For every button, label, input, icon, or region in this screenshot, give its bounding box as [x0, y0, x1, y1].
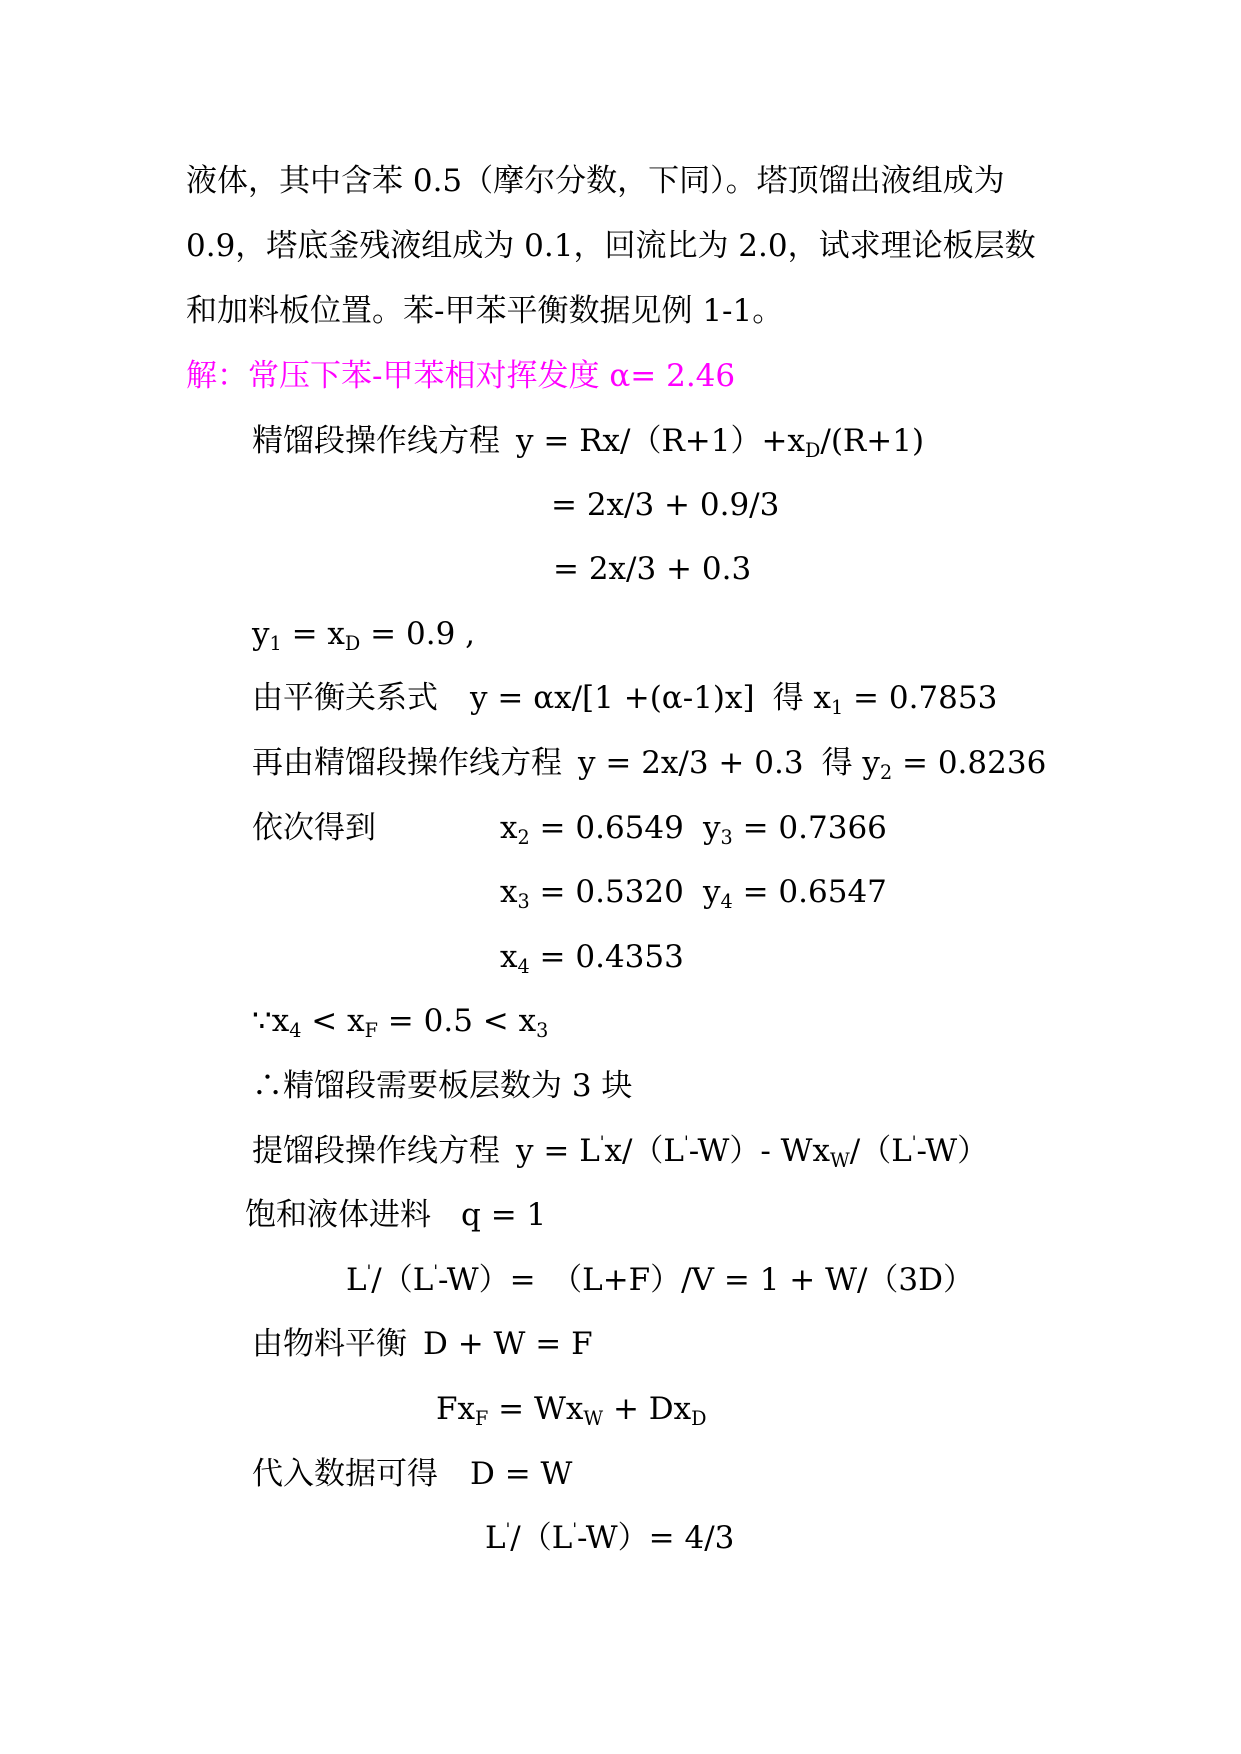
balance-line-2: $Fx_F = Wx_W + Dx_D$ [436, 1391, 707, 1431]
feed-line: 饱和液体进料 q = 1 [245, 1197, 547, 1233]
stripping-operating-line: 提馏段操作线方程 y = L'x/（L'-W）- $Wx_W/(L'-W)$ [252, 1133, 989, 1173]
rectifying-step-3: = 2x/3 + 0.3 [553, 551, 752, 587]
sequence-label: 依次得到 [252, 810, 376, 846]
therefore-line: ∴精馏段需要板层数为 3 块 [252, 1068, 633, 1104]
sequence-y3: $y_3 = 0.7366$ [703, 810, 887, 850]
again-rectifying-line: 再由精馏段操作线方程 y = 2x/3 + 0.3 得 $y_2 = 0.8236$ [252, 745, 1047, 785]
sequence-y4: $y_4 = 0.6547$ [703, 874, 887, 914]
sequence-x3: $x_3 = 0.5320$ [500, 874, 684, 914]
rectifying-operating-line [252, 423, 925, 463]
problem-line-3: 和加料板位置。苯-甲苯平衡数据见例 1-1。 [186, 293, 784, 329]
final-ratio-line: L'/（L'-W）= 4/3 [485, 1520, 735, 1556]
sequence-x2: $x_2 = 0.6549$ [500, 810, 684, 850]
rectifying-step-2: = 2x/3 + 0.9/3 [551, 487, 780, 523]
equilibrium-line: 由平衡关系式 y = αx/[1 +(α-1)x] 得 $x_1 = 0.7853$ [252, 680, 998, 720]
y1-equation: $y_1 = x_D = 0.9$ , [252, 616, 476, 656]
problem-line-1: 液体，其中含苯 0.5（摩尔分数，下同）。塔顶馏出液组成为 [186, 163, 1005, 199]
sequence-x4: $x_4 = 0.4353$ [500, 939, 684, 979]
balance-line: 由物料平衡 D + W = F [252, 1326, 593, 1362]
problem-line-2: 0.9，塔底釜残液组成为 0.1，回流比为 2.0，试求理论板层数 [186, 228, 1036, 264]
rectifying-equation: $y = Rx/(R+1)+x_D/(R+1)$ [516, 423, 925, 463]
ratio-line: L'/（L'-W）= （L+F）/V = 1 + W/（3D） [346, 1262, 974, 1298]
rectifying-label: 精馏段操作线方程 [252, 423, 500, 459]
solution-intro: 解：常压下苯-甲苯相对挥发度 α= 2.46 [186, 358, 736, 394]
because-line: $\because x_4 < x_F = 0.5 < x_3$ [252, 1003, 549, 1043]
substitution-line: 代入数据可得 D = W [252, 1456, 573, 1492]
